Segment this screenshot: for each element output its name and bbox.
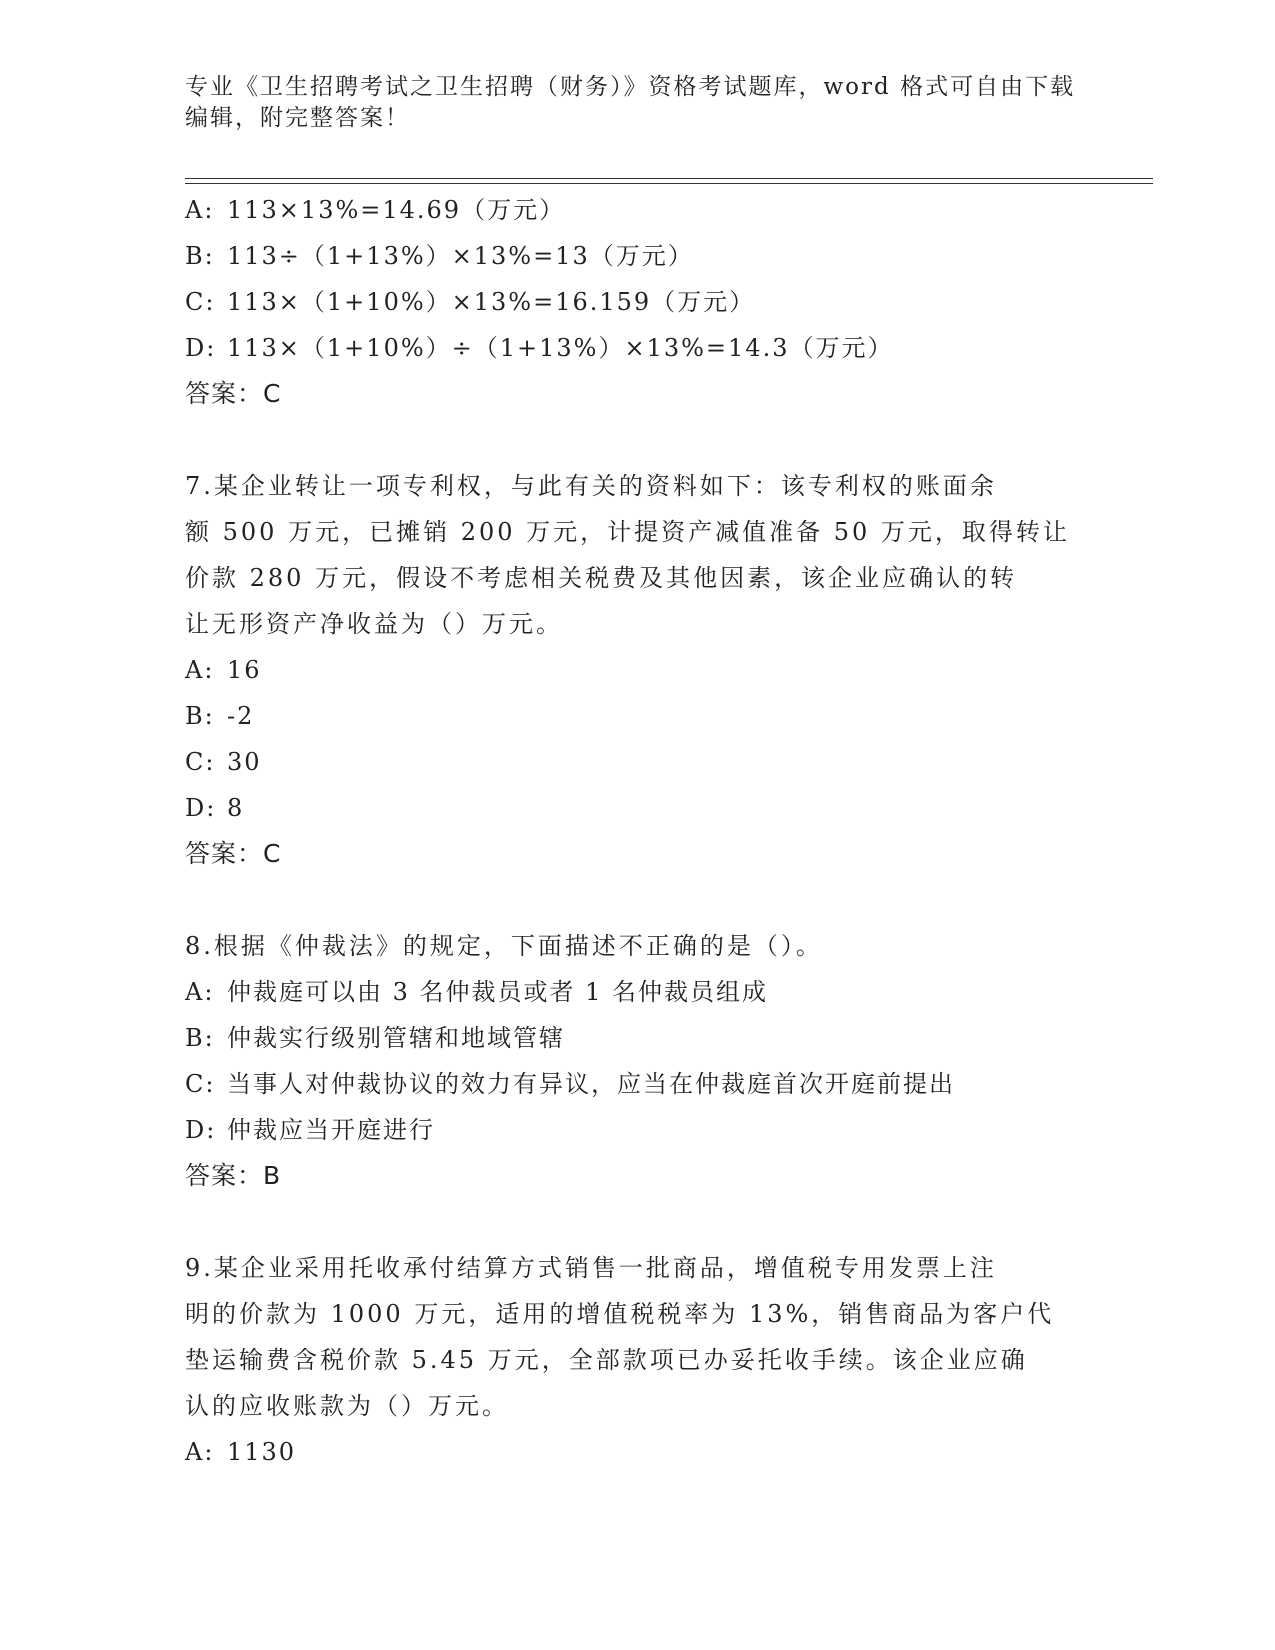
option-c: [185, 739, 1085, 785]
option-c: [185, 1061, 1085, 1107]
question-line: 价款 280 万元，假设不考虑相关税费及其他因素，该企业应确认的转: [185, 564, 1018, 592]
option-a: [185, 969, 1085, 1015]
question-text: [185, 923, 1085, 969]
document-header: [185, 72, 1085, 134]
option-d: [185, 785, 1085, 831]
option-label: B:: [185, 1024, 215, 1052]
question-line: 认的应收账款为（）万元。: [185, 1392, 509, 1420]
option-label: A:: [185, 1438, 215, 1466]
option-label: B:: [185, 242, 215, 270]
question-6: [185, 187, 1085, 417]
option-label: A:: [185, 978, 215, 1006]
option-b: [185, 693, 1085, 739]
header-line-2: 编辑，附完整答案！: [185, 105, 410, 131]
option-text: 8: [227, 794, 245, 822]
option-a: [185, 187, 1085, 233]
option-d: [185, 1107, 1085, 1153]
option-label: C:: [185, 748, 216, 776]
question-line: 9.某企业采用托收承付结算方式销售一批商品，增值税专用发票上注: [185, 1254, 997, 1282]
option-text: 30: [227, 748, 262, 776]
question-content: [185, 187, 1085, 1475]
question-spacer: [185, 877, 1085, 923]
question-spacer: [185, 417, 1085, 463]
question-text: [185, 463, 1085, 647]
option-label: D:: [185, 1116, 217, 1144]
option-text: 113×13%=14.69（万元）: [227, 196, 566, 224]
option-c: [185, 279, 1085, 325]
question-line: 让无形资产净收益为（）万元。: [185, 610, 563, 638]
option-text: 当事人对仲裁协议的效力有异议，应当在仲裁庭首次开庭前提出: [227, 1070, 955, 1098]
question-9: [185, 1245, 1085, 1475]
question-7: [185, 463, 1085, 877]
option-text: 仲裁庭可以由 3 名仲裁员或者 1 名仲裁员组成: [227, 978, 769, 1006]
option-label: D:: [185, 794, 217, 822]
answer-line: 答案：C: [185, 379, 282, 408]
answer-line: 答案：B: [185, 1161, 282, 1190]
question-line: 8.根据《仲裁法》的规定，下面描述不正确的是（）。: [185, 932, 823, 960]
option-a: [185, 647, 1085, 693]
option-text: 113×（1+10%）×13%=16.159（万元）: [227, 288, 756, 316]
question-line: 7.某企业转让一项专利权，与此有关的资料如下：该专利权的账面余: [185, 472, 997, 500]
option-a: [185, 1429, 1085, 1475]
option-d: [185, 325, 1085, 371]
option-text: 113÷（1+13%）×13%=13（万元）: [227, 242, 694, 270]
option-label: B:: [185, 702, 215, 730]
option-text: 仲裁实行级别管辖和地域管辖: [227, 1024, 565, 1052]
question-line: 额 500 万元，已摊销 200 万元，计提资产减值准备 50 万元，取得转让: [185, 518, 1070, 546]
option-label: C:: [185, 288, 216, 316]
question-line: 垫运输费含税价款 5.45 万元，全部款项已办妥托收手续。该企业应确: [185, 1346, 1028, 1374]
option-label: D:: [185, 334, 217, 362]
question-spacer: [185, 1199, 1085, 1245]
question-line: 明的价款为 1000 万元，适用的增值税税率为 13%，销售商品为客户代: [185, 1300, 1055, 1328]
option-b: [185, 1015, 1085, 1061]
option-label: A:: [185, 656, 215, 684]
question-8: [185, 923, 1085, 1199]
option-text: -2: [227, 702, 255, 730]
option-text: 16: [227, 656, 262, 684]
header-divider-top: [185, 178, 1153, 179]
option-label: A:: [185, 196, 215, 224]
option-text: 1130: [227, 1438, 297, 1466]
question-text: [185, 1245, 1085, 1429]
header-divider-bottom: [185, 183, 1153, 184]
option-label: C:: [185, 1070, 216, 1098]
option-b: [185, 233, 1085, 279]
option-text: 仲裁应当开庭进行: [227, 1116, 435, 1144]
header-line-1: 专业《卫生招聘考试之卫生招聘（财务）》资格考试题库，word 格式可自由下载: [185, 74, 1076, 100]
answer-line: 答案：C: [185, 839, 282, 868]
option-text: 113×（1+10%）÷（1+13%）×13%=14.3（万元）: [227, 334, 894, 362]
